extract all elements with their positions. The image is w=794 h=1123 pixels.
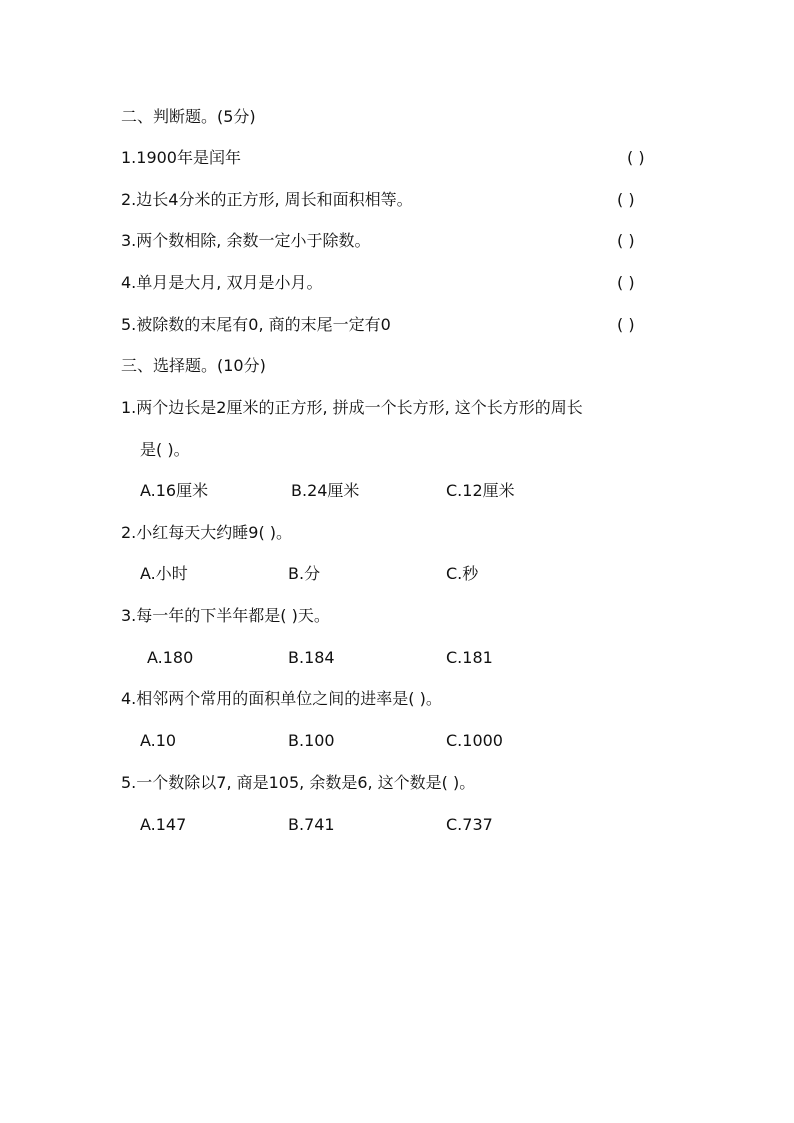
- judge-item-2: 2.边长4分米的正方形, 周长和面积相等。: [121, 190, 413, 209]
- choice-q2-text: 2.小红每天大约睡9( )。: [121, 523, 293, 542]
- choice-q5-option-c[interactable]: C.737: [446, 815, 493, 834]
- choice-q2-option-b[interactable]: B.分: [288, 564, 321, 583]
- judge-answer-3[interactable]: ( ): [617, 231, 635, 250]
- choice-q5-text: 5.一个数除以7, 商是105, 余数是6, 这个数是( )。: [121, 773, 476, 792]
- judge-answer-5[interactable]: ( ): [617, 315, 635, 334]
- choice-q3-option-a[interactable]: A.180: [147, 648, 194, 667]
- choice-q4-option-c[interactable]: C.1000: [446, 731, 503, 750]
- choice-q4-text: 4.相邻两个常用的面积单位之间的进率是( )。: [121, 689, 442, 708]
- judge-answer-4[interactable]: ( ): [617, 273, 635, 292]
- choice-q3-text: 3.每一年的下半年都是( )天。: [121, 606, 330, 625]
- judge-heading: 二、判断题。(5分): [121, 107, 256, 126]
- choice-q1-option-b[interactable]: B.24厘米: [291, 481, 360, 500]
- choice-heading: 三、选择题。(10分): [121, 356, 266, 375]
- choice-q2-option-c[interactable]: C.秒: [446, 564, 479, 583]
- choice-q3-option-b[interactable]: B.184: [288, 648, 335, 667]
- choice-q5-option-b[interactable]: B.741: [288, 815, 335, 834]
- choice-q1-line2: 是( )。: [140, 440, 190, 459]
- choice-q4-option-a[interactable]: A.10: [140, 731, 177, 750]
- choice-q4-option-b[interactable]: B.100: [288, 731, 335, 750]
- judge-item-1: 1.1900年是闰年: [121, 148, 241, 167]
- judge-answer-2[interactable]: ( ): [617, 190, 635, 209]
- judge-item-3: 3.两个数相除, 余数一定小于除数。: [121, 231, 371, 250]
- judge-answer-1[interactable]: ( ): [627, 148, 645, 167]
- choice-q1-line1: 1.两个边长是2厘米的正方形, 拼成一个长方形, 这个长方形的周长: [121, 398, 583, 417]
- choice-q3-option-c[interactable]: C.181: [446, 648, 493, 667]
- judge-item-5: 5.被除数的末尾有0, 商的末尾一定有0: [121, 315, 391, 334]
- choice-q1-option-c[interactable]: C.12厘米: [446, 481, 515, 500]
- choice-q1-option-a[interactable]: A.16厘米: [140, 481, 209, 500]
- choice-q5-option-a[interactable]: A.147: [140, 815, 187, 834]
- judge-item-4: 4.单月是大月, 双月是小月。: [121, 273, 323, 292]
- choice-q2-option-a[interactable]: A.小时: [140, 564, 188, 583]
